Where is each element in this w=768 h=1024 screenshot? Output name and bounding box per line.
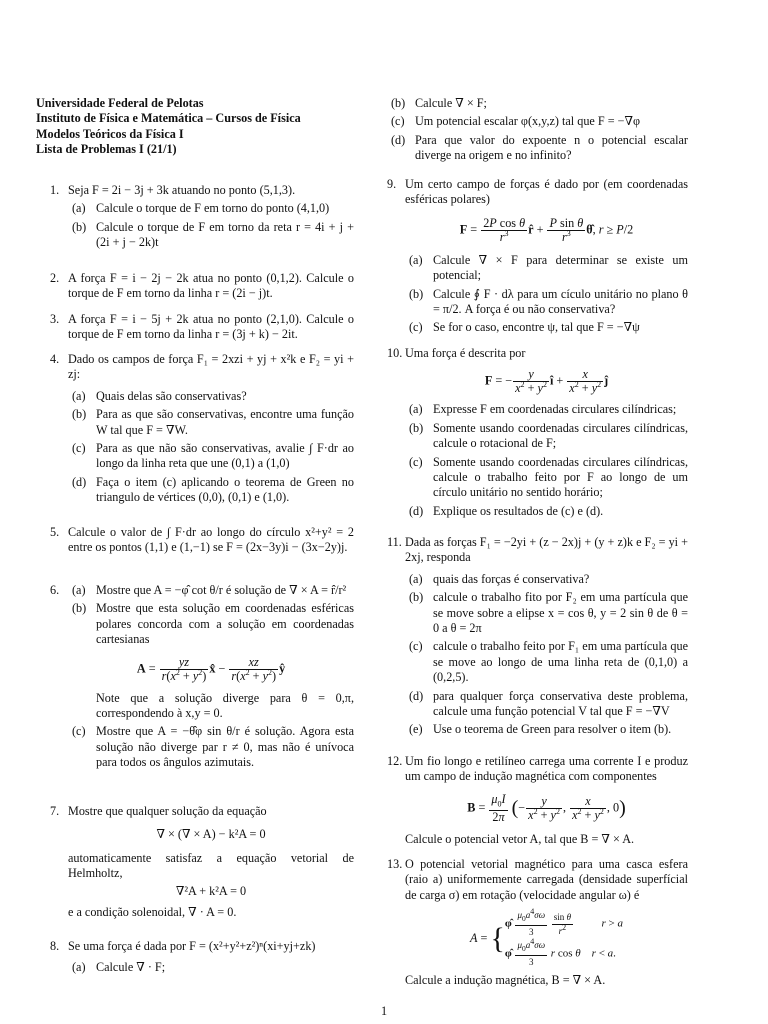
problem-text: Dada as forças F₁ = −2yi + (z − 2x)j + (y + z)k e F₂ = yi + 2xj, responda <box>405 535 688 565</box>
problem-text: Calcule o valor de ∫ F·dr ao longo do círculo x²+y² = 2 entre os pontos (1,1) e (1,−1) se F = (2x−3y)i − (3x−2y)j. <box>68 525 354 555</box>
problem-number: 7. <box>50 804 60 818</box>
helmholtz-text: automaticamente satisfaz a equação vetorial de Helmholtz, <box>68 850 354 881</box>
item-b: (b) Mostre que esta solução em coordenadas esféricas polares concorda com a solução em coordenadas cartesianas A = $\frac{yz}{r(x^2 + y^2)}$ x̂ − $\frac{xz}{r(x^2 + y^2)}$ ŷ Note que a solução diverge para θ = 0,π, correspondendo à x,y = 0. <box>68 601 354 721</box>
problem-number: 3. <box>50 312 60 326</box>
problem-end-text: Calcule a indução magnética, B = ∇ × A. <box>405 972 606 987</box>
problem-text: Mostre que qualquer solução da equação <box>68 804 267 818</box>
problem-8 <box>36 939 354 976</box>
problem-10 <box>373 346 688 519</box>
item-a: (a) Mostre que A = −φ̂ cot θ/r é solução de ∇ × A = r̂/r² <box>72 583 347 597</box>
magnetic-field-equation: B = $\frac{\mu_0I}{2\pi}$ (− $\frac{y}{x^2 + y^2}$ , $\frac{x}{x^2 + y^2}$ , 0) <box>467 791 626 825</box>
item-d: (d) Para que valor do expoente n o potencial escalar diverge na origem e no infinito? <box>391 132 688 163</box>
course-name: Modelos Teóricos da Física I <box>36 126 184 141</box>
university-name: Universidade Federal de Pelotas <box>36 96 204 110</box>
item-c: (c) Um potencial escalar φ(x,y,z) tal que F = −∇φ <box>391 114 641 129</box>
problem-end-text: Calcule o potencial vetor A, tal que B = ∇ × A. <box>405 832 635 847</box>
force-equation: F = − $\frac{y}{x^2 + y^2}$ î + $\frac{x}{x^2 + y^2}$ ĵ <box>484 367 609 396</box>
item-a: (a) quais das forças é conservativa? <box>409 571 590 586</box>
problem-9 <box>373 177 688 336</box>
problem-12 <box>373 754 688 848</box>
problem-text: Dado os campos de força F₁ = 2xzi + yj + x²k e F₂ = yi + zj: <box>68 352 354 382</box>
note-text: Note que a solução diverge para θ = 0,π, correspondendo à x,y = 0. <box>96 690 354 721</box>
force-field-equation: F = $\frac{\text{2P cos θ}}{r^3}$ r̂ + $\frac{\text{P sin θ}}{r^3}$ θ̂, r ≥ P/2 <box>459 215 634 244</box>
problem-text: A força F = i − 5j + 2k atua no ponto (2,1,0). Calcule o torque de F em torno da linha r = (3j + k) − 2it. <box>68 312 354 342</box>
item-a: (a) Calcule ∇ · F; <box>72 960 166 975</box>
item-b: (b) Calcule o torque de F em torno da reta r = 4i + j + (2i + j − 2k)t <box>72 219 354 250</box>
curl-curl-equation: ∇ × (∇ × A) − k²A = 0 <box>156 827 266 842</box>
problem-number: 2. <box>50 271 60 285</box>
problem-6 <box>36 583 354 771</box>
item-b: (b) Para as que são conservativas, encontre uma função W tal que F = ∇W. <box>72 407 354 437</box>
problem-text: Um certo campo de forças é dado por (em coordenadas esféricas polares) <box>405 177 688 207</box>
document-header <box>36 96 301 158</box>
item-a: (a) Calcule o torque de F em torno do ponto (4,1,0) <box>72 201 330 216</box>
item-b: (b) Calcule ∮ F · dλ para um cículo unitário no plano θ = π/2. A força é ou não conservativa? <box>409 286 688 317</box>
problem-number: 10. <box>387 346 403 360</box>
item-c: (c) Se for o caso, encontre ψ, tal que F = −∇ψ <box>409 320 640 335</box>
institute-name: Instituto de Física e Matemática – Cursos de Física <box>36 111 301 126</box>
item-a: (a) Calcule ∇ × F para determinar se existe um potencial; <box>409 252 688 283</box>
item-c: (c) Somente usando coordenadas circulares cilíndricas, calcule o trabalho feito por F ao longo de um círculo unitário no sentido horário; <box>409 454 688 500</box>
problem-2 <box>36 271 354 302</box>
vector-potential-equation: A = { φ̂ $\frac{\mu_0a^4\sigma\omega}{3}$ $\frac{\text{sin θ}}{r^2}$ r > a φ̂ $\frac{\mu_0a^4\sigma\omega}{3}$ r cos θ r < a. <box>470 907 623 967</box>
problem-number: 6. <box>50 583 60 597</box>
problem-8-continued <box>387 96 688 164</box>
problem-text: Seja F = 2i − 3j + 3k atuando no ponto (5,1,3). <box>68 183 296 197</box>
item-c: (c) Mostre que A = −θ̂φ sin θ/r é solução. Agora esta solução não diverge par r ≠ 0, mas não é unívoca para todos os ângulos azimutais. <box>72 724 354 770</box>
item-e: (e) Use o teorema de Green para resolver o item (b). <box>409 722 672 737</box>
problem-number: 12. <box>387 754 403 768</box>
problem-1 <box>36 183 354 251</box>
problem-5 <box>36 525 354 556</box>
item-c: (c) Para as que não são conservativas, avalie ∫ F·dr ao longo da linha reta que une (0,1) a (1,0) <box>72 441 354 471</box>
list-title: Lista de Problemas I (21/1) <box>36 142 177 157</box>
item-b: (b) Somente usando coordenadas circulares cilíndricas, calcule o rotacional de F; <box>409 420 688 451</box>
item-a: (a) Quais delas são conservativas? <box>72 388 247 403</box>
problem-text: Se uma força é dada por F = (x²+y²+z²)ⁿ(xi+yj+zk) <box>68 939 316 953</box>
problem-text: Uma força é descrita por <box>405 346 526 360</box>
item-a: (a) Expresse F em coordenadas circulares cilíndricas; <box>409 402 677 417</box>
problem-3 <box>36 312 354 343</box>
problem-number: 11. <box>387 535 402 549</box>
problem-number: 13. <box>387 857 403 871</box>
cartesian-equation: A = $\frac{yz}{r(x^2 + y^2)}$ x̂ − $\frac{xz}{r(x^2 + y^2)}$ ŷ <box>136 654 286 683</box>
problem-number: 4. <box>50 352 60 366</box>
item-d: (d) para qualquer força conservativa deste problema, calcule uma função potencial V tal que F = −∇V <box>409 688 688 719</box>
problem-4 <box>36 352 354 506</box>
page-number: 1 <box>380 1004 388 1018</box>
problem-number: 9. <box>387 177 397 191</box>
problem-11 <box>373 535 688 738</box>
problem-number: 1. <box>50 183 60 197</box>
problem-text: Um fio longo e retilíneo carrega uma corrente I e produz um campo de indução magnética com componentes <box>405 754 688 784</box>
item-d: (d) Faça o item (c) aplicando o teorema de Green no triangulo de vértices (0,0), (0,1) e (1,0). <box>72 474 354 505</box>
problem-number: 5. <box>50 525 60 539</box>
item-d: (d) Explique os resultados de (c) e (d). <box>409 503 604 518</box>
item-c: (c) calcule o trabalho feito por F₁ em uma partícula que se move ao longo de uma linha reta de (0,1,0) a (0,2,5). <box>409 639 688 685</box>
solenoidal-text: e a condição solenoidal, ∇ · A = 0. <box>68 905 237 920</box>
problem-text: O potencial vetorial magnético para uma casca esfera (raio a) uniformemente carregada (densidade superfícial de carga σ) em rotação (velocidade angular ω) é <box>405 857 688 902</box>
problem-number: 8. <box>50 939 60 953</box>
helmholtz-equation: ∇²A + k²A = 0 <box>175 883 247 898</box>
problem-text: A força F = i − 2j − 2k atua no ponto (0,1,2). Calcule o torque de F em torno da linha r = (2i − j)t. <box>68 271 354 301</box>
item-b: (b) Calcule ∇ × F; <box>391 96 487 110</box>
problem-13 <box>373 857 688 988</box>
problem-7 <box>36 804 354 920</box>
item-b: (b) calcule o trabalho fito por F₂ em uma partícula que se move sobre a elipse x = cos θ, y = 2 sin θ de θ = 0 a θ = 2π <box>409 590 688 636</box>
